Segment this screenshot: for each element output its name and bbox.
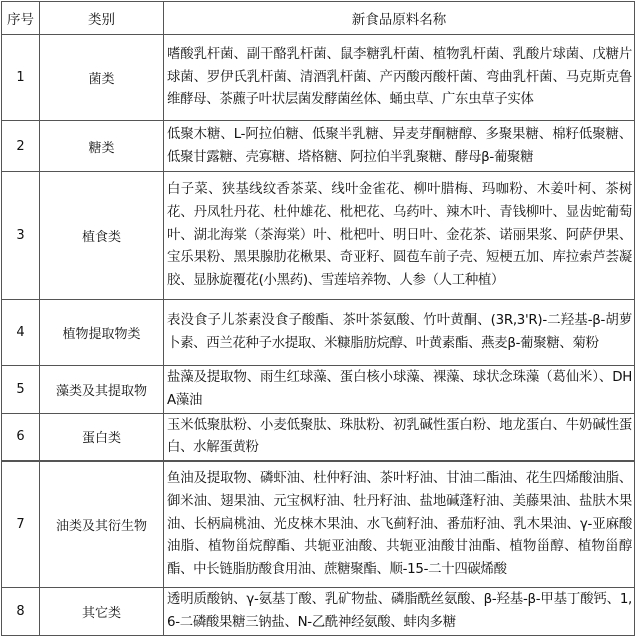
table-row xyxy=(2,462,635,588)
row-index: 8 xyxy=(2,588,40,636)
header-row xyxy=(2,2,635,35)
row-names: 嗜酸乳杆菌、副干酪乳杆菌、鼠李糖乳杆菌、植物乳杆菌、乳酸片球菌、戊糖片球菌、罗伊氏乳杆菌、清酒乳杆菌、产丙酸丙酸杆菌、弯曲乳杆菌、马克斯克鲁维酵母、茶藨子叶状层菌发酵菌丝体、蛹虫草、广东虫草子实体 xyxy=(164,35,635,121)
row-names: 鱼油及提取物、磷虾油、杜仲籽油、茶叶籽油、甘油二酯油、花生四烯酸油脂、御米油、翅果油、元宝枫籽油、牡丹籽油、盐地碱蓬籽油、美藤果油、盐肤木果油、长柄扁桃油、光皮梾木果油、水飞蓟籽油、番茄籽油、乳木果油、γ-亚麻酸油脂、植物甾烷醇酯、共轭亚油酸、共轭亚油酸甘油酯、植物甾醇、植物甾醇酯、中长链脂肪酸食用油、蔗糖聚酯、顺-15-二十四碳烯酸 xyxy=(164,462,635,588)
row-index: 3 xyxy=(2,172,40,300)
header-category: 类别 xyxy=(40,2,164,35)
row-category: 其它类 xyxy=(40,588,164,636)
row-category: 菌类 xyxy=(40,35,164,121)
table-row xyxy=(2,366,635,414)
row-index: 5 xyxy=(2,366,40,414)
row-index: 6 xyxy=(2,413,40,461)
row-category: 植物提取物类 xyxy=(40,300,164,366)
row-index: 7 xyxy=(2,462,40,588)
row-names: 白子菜、狭基线纹香茶菜、线叶金雀花、柳叶腊梅、玛咖粉、木姜叶柯、茶树花、丹凤牡丹花、杜仲雄花、枇杷花、乌药叶、辣木叶、青钱柳叶、显齿蛇葡萄叶、湖北海棠（茶海棠）叶、枇杷叶、明日叶、金花茶、诺丽果浆、阿萨伊果、宝乐果粉、黑果腺肋花楸果、奇亚籽、圆苞车前子壳、短梗五加、库拉索芦荟凝胶、显脉旋覆花(小黑药)、雪莲培养物、人参（人工种植） xyxy=(164,172,635,300)
row-index: 2 xyxy=(2,121,40,172)
row-category: 糖类 xyxy=(40,121,164,172)
table-top xyxy=(1,1,635,461)
row-index: 4 xyxy=(2,300,40,366)
table-row xyxy=(2,121,635,172)
row-names: 盐藻及提取物、雨生红球藻、蛋白核小球藻、裸藻、球状念珠藻（葛仙米）、DHA藻油 xyxy=(164,366,635,414)
row-names: 低聚木糖、L-阿拉伯糖、低聚半乳糖、异麦芽酮糖醇、多聚果糖、棉籽低聚糖、低聚甘露糖、壳寡糖、塔格糖、阿拉伯半乳聚糖、酵母β-葡聚糖 xyxy=(164,121,635,172)
table-bottom xyxy=(1,461,635,636)
header-names: 新食品原料名称 xyxy=(164,2,635,35)
row-category: 蛋白类 xyxy=(40,413,164,461)
row-category: 油类及其衍生物 xyxy=(40,462,164,588)
row-names: 透明质酸钠、γ-氨基丁酸、乳矿物盐、磷脂酰丝氨酸、β-羟基-β-甲基丁酸钙、1,6-二磷酸果糖三钠盐、N-乙酰神经氨酸、蚌肉多糖 xyxy=(164,588,635,636)
row-names: 表没食子儿茶素没食子酸酯、茶叶茶氨酸、竹叶黄酮、(3R,3'R)-二羟基-β-胡萝卜素、西兰花种子水提取、米糠脂肪烷醇、叶黄素酯、燕麦β-葡聚糖、菊粉 xyxy=(164,300,635,366)
row-names: 玉米低聚肽粉、小麦低聚肽、珠肽粉、初乳碱性蛋白粉、地龙蛋白、牛奶碱性蛋白、水解蛋黄粉 xyxy=(164,413,635,461)
row-category: 植食类 xyxy=(40,172,164,300)
header-index: 序号 xyxy=(2,2,40,35)
table-row xyxy=(2,35,635,121)
table-row xyxy=(2,413,635,461)
table-row xyxy=(2,300,635,366)
table-row xyxy=(2,588,635,636)
table-row xyxy=(2,172,635,300)
row-index: 1 xyxy=(2,35,40,121)
row-category: 藻类及其提取物 xyxy=(40,366,164,414)
